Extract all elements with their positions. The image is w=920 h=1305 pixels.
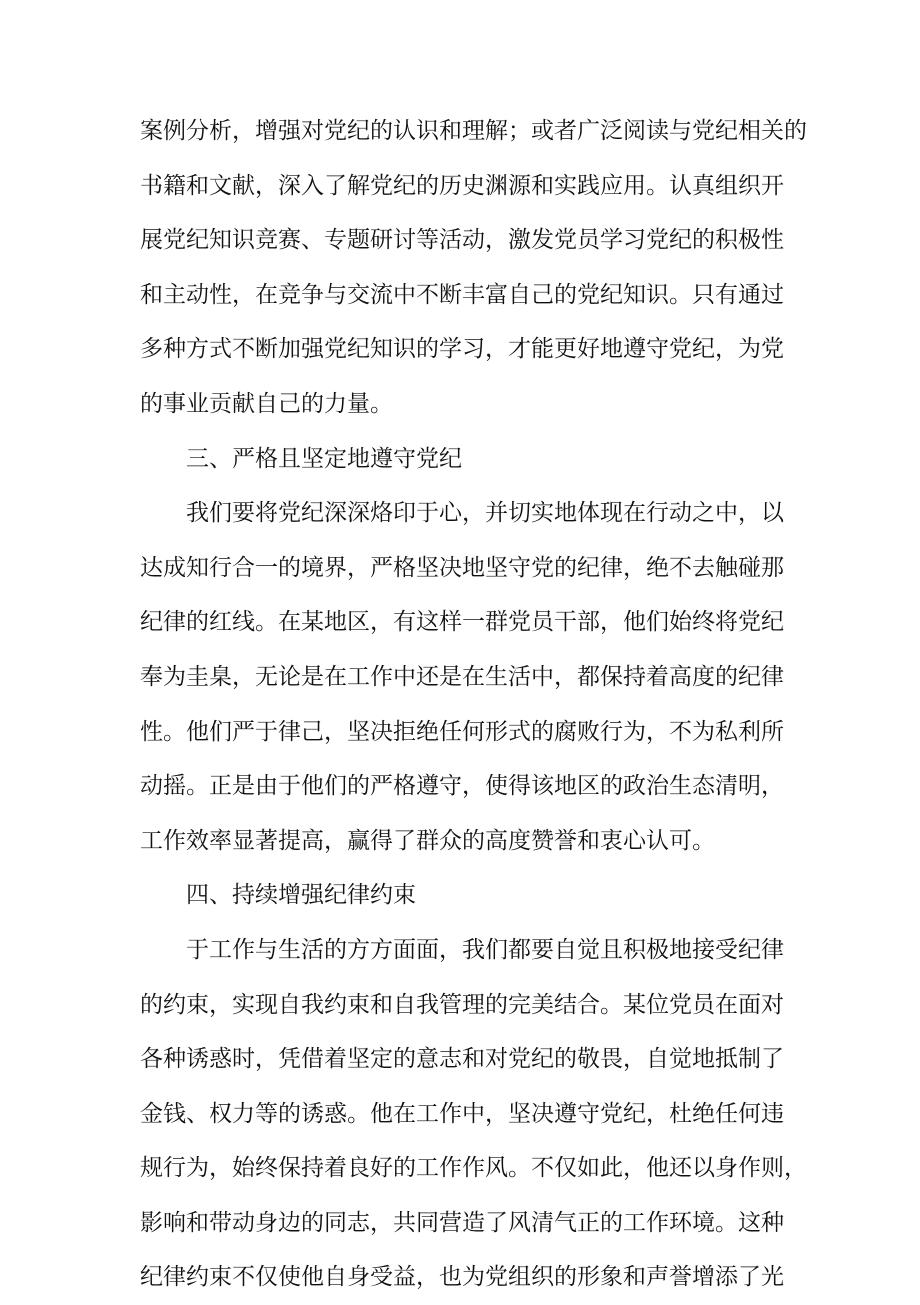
- paragraph-line: 的约束，实现自我约束和自我管理的完美结合。某位党员在面对: [140, 991, 784, 1018]
- paragraph-line: 书籍和文献，深入了解党纪的历史渊源和实践应用。认真组织开: [140, 172, 784, 199]
- paragraph-line: 展党纪知识竞赛、专题研讨等活动，激发党员学习党纪的积极性: [140, 227, 784, 254]
- document-body: [140, 104, 807, 1305]
- paragraph-line: 纪律约束不仅使他自身受益，也为党组织的形象和声誉增添了光: [140, 1264, 784, 1291]
- paragraph-line: 于工作与生活的方方面面，我们都要自觉且积极地接受纪律: [186, 936, 784, 963]
- paragraph-line: 规行为，始终保持着良好的工作作风。不仅如此，他还以身作则，: [140, 1155, 807, 1182]
- paragraph-line: 达成知行合一的境界，严格坚决地坚守党的纪律，绝不去触碰那: [140, 554, 784, 581]
- paragraph-line: 的事业贡献自己的力量。: [140, 390, 393, 417]
- paragraph-line: 金钱、权力等的诱惑。他在工作中，坚决遵守党纪，杜绝任何违: [140, 1100, 784, 1127]
- paragraph-line: 动摇。正是由于他们的严格遵守，使得该地区的政治生态清明，: [140, 773, 784, 800]
- paragraph-line: 案例分析，增强对党纪的认识和理解；或者广泛阅读与党纪相关的: [140, 118, 807, 144]
- section-heading-3: 三、严格且坚定地遵守党纪: [186, 445, 462, 472]
- paragraph-line: 我们要将党纪深深烙印于心，并切实地体现在行动之中，以: [186, 500, 784, 527]
- paragraph-line: 奉为圭臬，无论是在工作中还是在生活中，都保持着高度的纪律: [140, 663, 784, 690]
- section-heading-4: 四、持续增强纪律约束: [186, 882, 416, 909]
- paragraph-line: 影响和带动身边的同志，共同营造了风清气正的工作环境。这种: [140, 1209, 784, 1236]
- paragraph-line: 性。他们严于律己，坚决拒绝任何形式的腐败行为，不为私利所: [140, 718, 784, 745]
- paragraph-line: 和主动性，在竞争与交流中不断丰富自己的党纪知识。只有通过: [140, 281, 784, 308]
- paragraph-line: 多种方式不断加强党纪知识的学习，才能更好地遵守党纪，为党: [140, 336, 784, 363]
- paragraph-line: 纪律的红线。在某地区，有这样一群党员干部，他们始终将党纪: [140, 609, 784, 636]
- paragraph-line: 工作效率显著提高，赢得了群众的高度赞誉和衷心认可。: [140, 827, 715, 854]
- paragraph-line: 各种诱惑时，凭借着坚定的意志和对党纪的敬畏，自觉地抵制了: [140, 1046, 784, 1073]
